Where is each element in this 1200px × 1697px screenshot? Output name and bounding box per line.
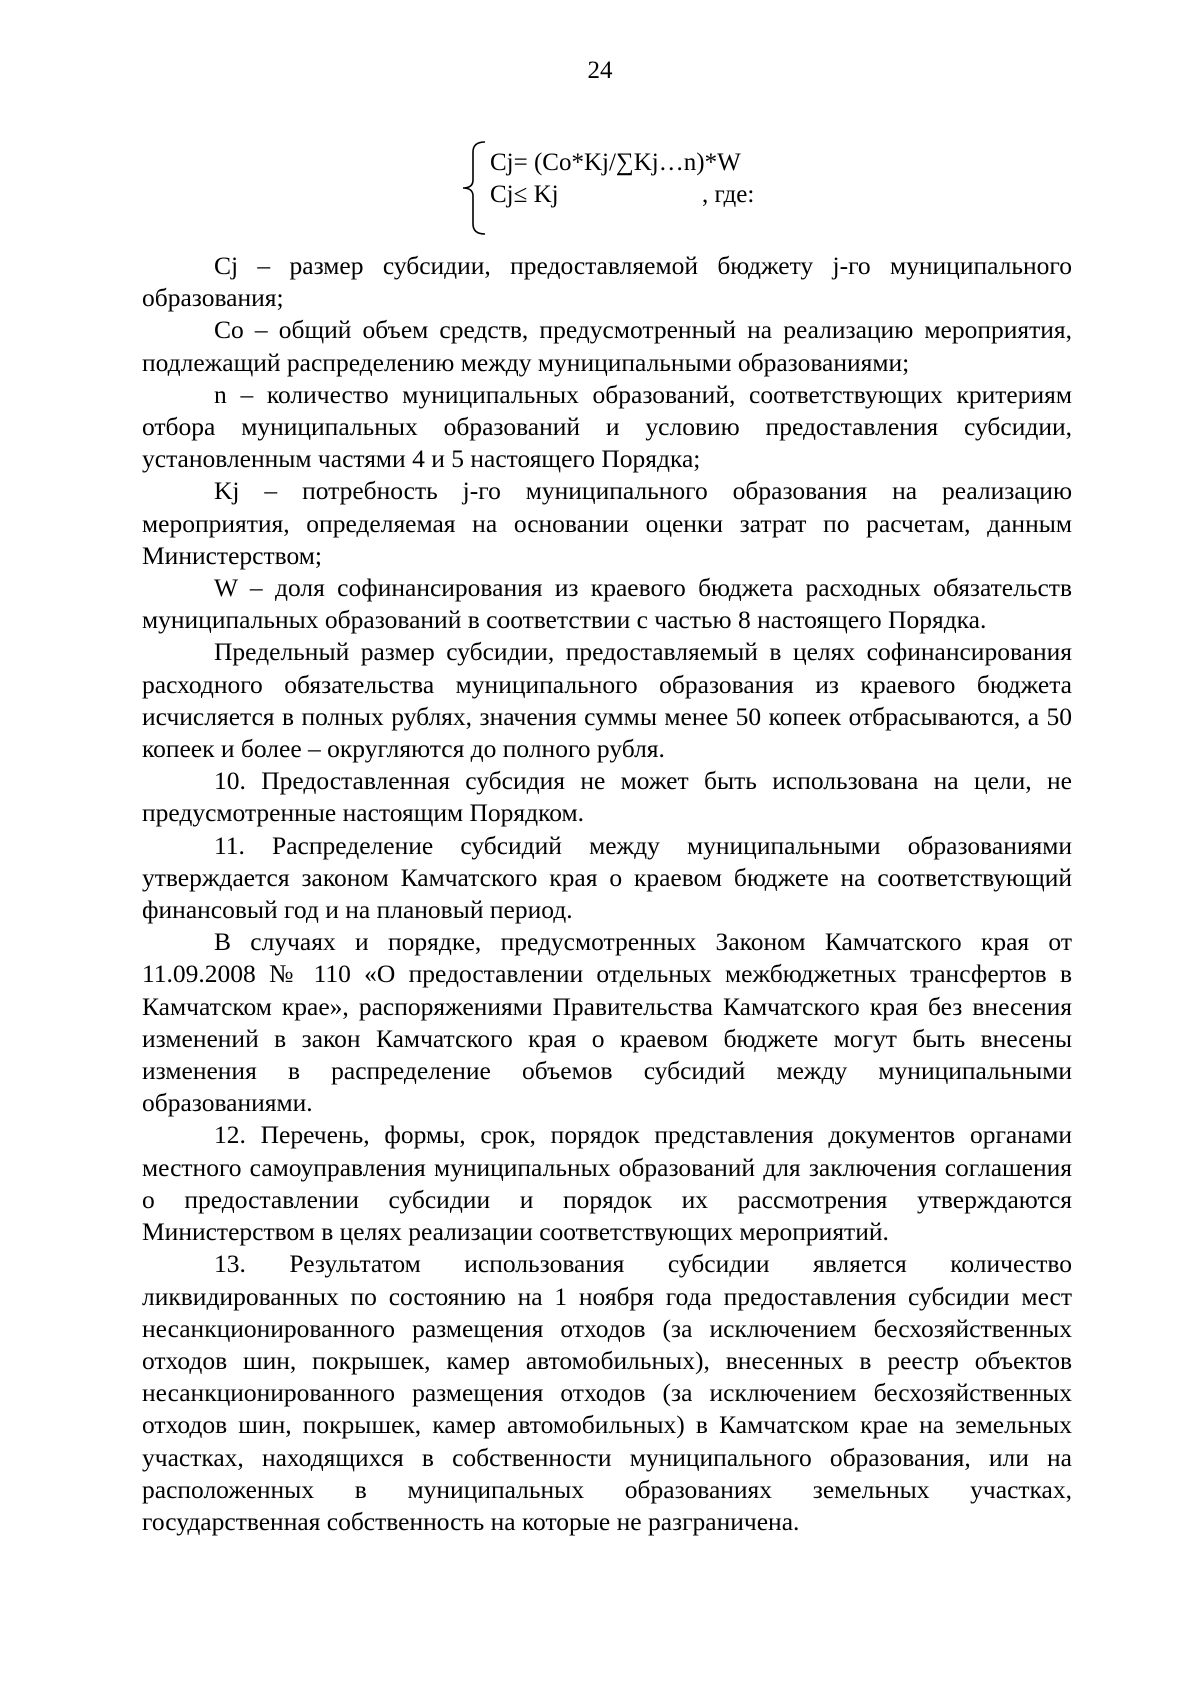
document-body	[142, 250, 1072, 1538]
formula-block	[458, 140, 858, 236]
formula-suffix: , где:	[702, 181, 755, 208]
formula-line-2: Cj≤ Kj	[490, 181, 559, 208]
paragraph-clause-13: 13. Результатом использования субсидии является количество ликвидированных по состоянию на 1 ноября года предоставления субсидии мест несанкционированного размещения отходов (за исключением бесхозяйственных отходов шин, покрышек, камер автомобильных), внесенных в реестр объектов несанкционированного размещения отходов (за исключением бесхозяйственных отходов шин, покрышек, камер автомобильных) в Камчатском крае на земельных участках, находящихся в собственности муниципального образования, или на расположенных в муниципальных образованиях земельных участках, государственная собственность на которые не разграничена.	[142, 1249, 1072, 1536]
left-brace-icon	[458, 140, 488, 236]
paragraph-n-definition: n – количество муниципальных образований, соответствующих критериям отбора муниципальных образований и условию предоставления субсидии, установленным частями 4 и 5 настоящего Порядка;	[142, 379, 1072, 474]
paragraph-kj-definition: Kj – потребность j-го муниципального образования на реализацию мероприятия, определяемая на основании оценки затрат по расчетам, данным Министерством;	[142, 476, 1072, 570]
formula-line-1: Cj= (Co*Kj/∑Kj…n)*W	[490, 149, 741, 176]
paragraph-w-definition: W – доля софинансирования из краевого бюджета расходных обязательств муниципальных образований в соответствии с частью 8 настоящего Порядка.	[142, 573, 1072, 635]
paragraph-max-subsidy: Предельный размер субсидии, предоставляемый в целях софинансирования расходного обязательства муниципального образования из краевого бюджета исчисляется в полных рублях, значения суммы менее 50 копеек отбрасываются, а 50 копеек и более – округляются до полного рубля.	[142, 637, 1072, 764]
page-number: 24	[587, 57, 613, 84]
paragraph-clause-12: 12. Перечень, формы, срок, порядок представления документов органами местного самоуправления муниципальных образований для заключения соглашения о предоставлении субсидии и порядок их рассмотрения утверждаются Министерством в целях реализации соответствующих мероприятий.	[142, 1120, 1072, 1247]
paragraph-co-definition: Co – общий объем средств, предусмотренный на реализацию мероприятия, подлежащий распределению между муниципальными образованиями;	[142, 315, 1072, 377]
paragraph-redistribution: В случаях и порядке, предусмотренных Законом Камчатского края от 11.09.2008 № 110 «О предоставлении отдельных межбюджетных трансфертов в Камчатском крае», распоряжениями Правительства Камчатского края без внесения изменений в закон Камчатского края о краевом бюджете могут быть внесены изменения в распределение объемов субсидий между муниципальными образованиями.	[142, 927, 1072, 1118]
paragraph-cj-definition: Cj – размер субсидии, предоставляемой бюджету j-го муниципального образования;	[142, 251, 1072, 313]
paragraph-clause-11: 11. Распределение субсидий между муниципальными образованиями утверждается законом Камчатского края о краевом бюджете на соответствующий финансовый год и на плановый период.	[142, 830, 1072, 925]
paragraph-clause-10: 10. Предоставленная субсидия не может быть использована на цели, не предусмотренные настоящим Порядком.	[142, 766, 1072, 828]
